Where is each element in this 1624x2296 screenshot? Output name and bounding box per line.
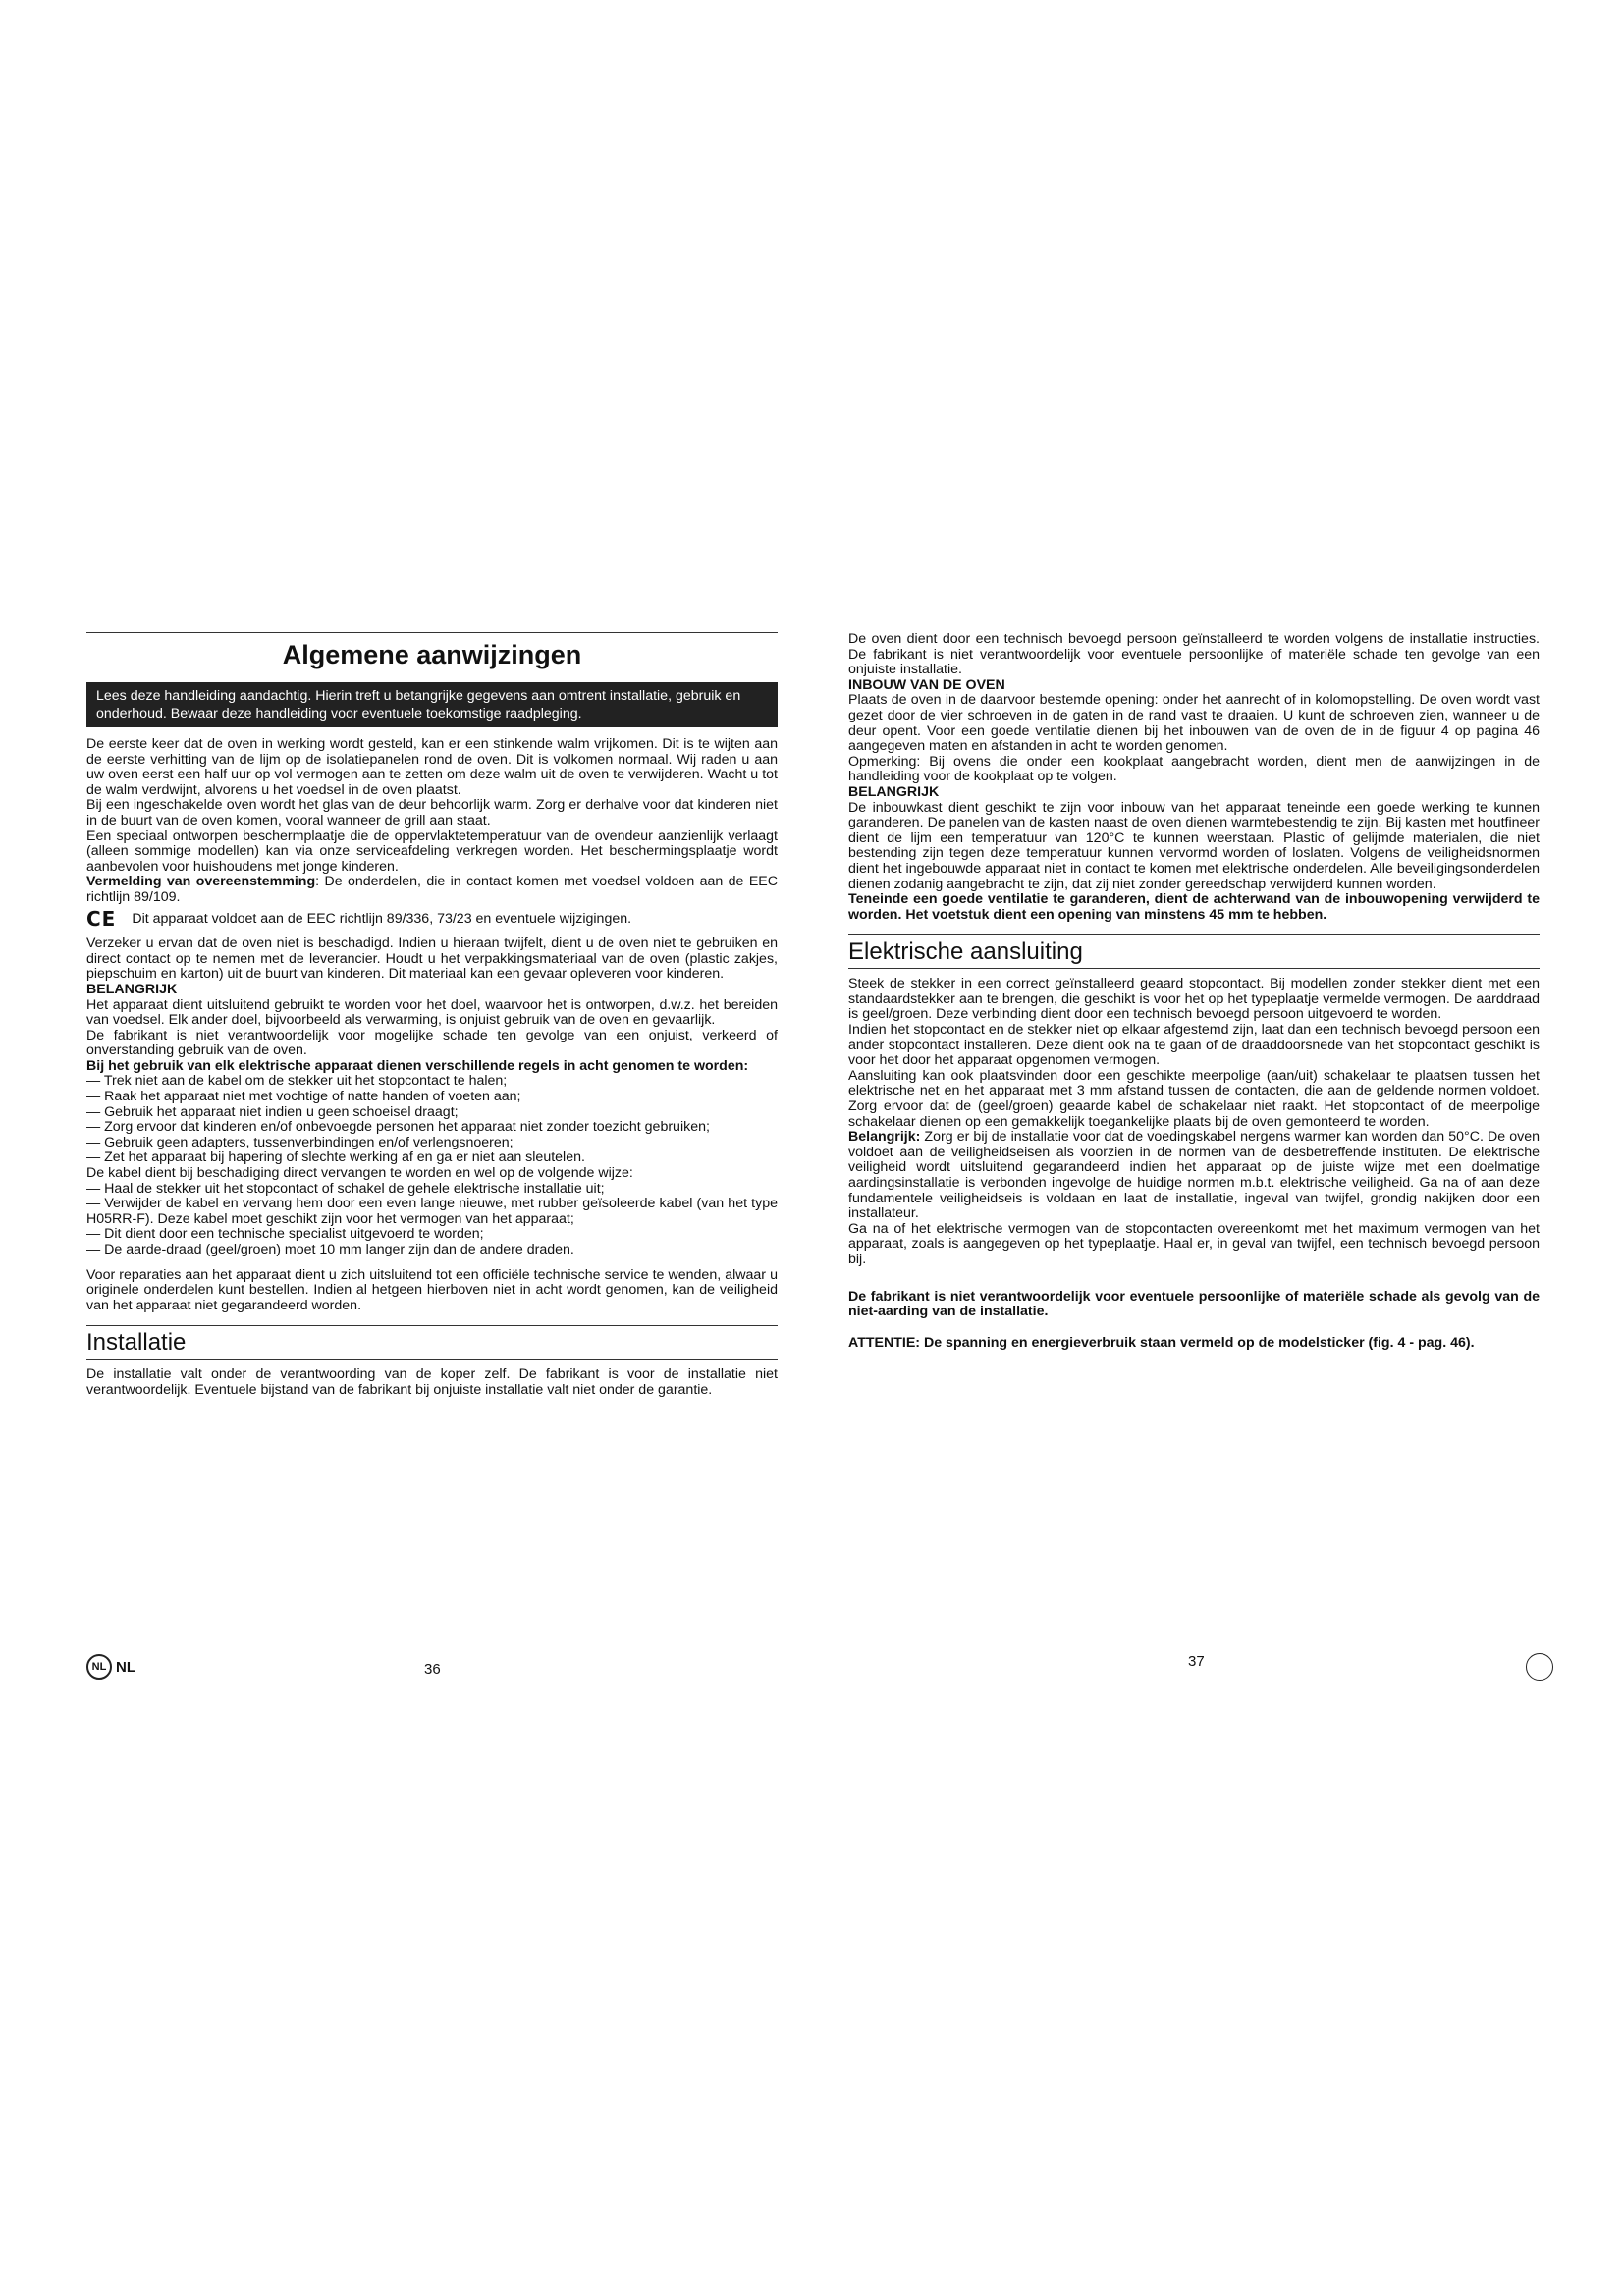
important-paragraph xyxy=(848,1130,1540,1222)
rules-heading: Bij het gebruik van elk elektrische apparaat dienen verschillende regels in acht genomen te worden: xyxy=(86,1057,749,1074)
subheading-inbouw: INBOUW VAN DE OVEN xyxy=(848,676,1005,693)
nl-circle-icon: NL xyxy=(86,1654,112,1680)
section-title-installatie: Installatie xyxy=(86,1325,778,1360)
subheading-belangrijk: BELANGRIJK xyxy=(86,981,178,997)
ce-text: Dit apparaat voldoet aan de EEC richtlijn 89/336, 73/23 en eventuele wijzigingen. xyxy=(132,910,632,927)
paragraph: De inbouwkast dient geschikt te zijn voor inbouw van het apparaat teneinde een goede werking te kunnen garanderen. De panelen van de kasten naast de oven dienen warmtebestendig te zijn. Bij kasten met houtfineer dient de lijm een temperatuur van 120°C te kunnen weerstaan. Plastic of gelijmde materialen, die niet bestending zijn tegen deze temperatuur kunnen vervormd worden of loslaten. Volgens de veiligheidsnormen dient het ingebouwde apparaat niet in contact te komen met elektrische onderdelen. Alle beveiligingsonderdelen dienen zodanig aangebracht te zijn, dat zij niet zonder gereedschap verwijderd kunnen worden. xyxy=(848,799,1540,892)
subheading-belangrijk: BELANGRIJK xyxy=(848,783,940,800)
paragraph: Verzeker u ervan dat de oven niet is beschadigd. Indien u hieraan twijfelt, dient u de oven niet te gebruiken en direct contact op te nemen met de leverancier. Houdt u het verpakkingsmateriaal van de oven (plastic zakjes, piepschuim en karton) uit de buurt van kinderen. Dit materiaal kan een gevaar opleveren voor kinderen. xyxy=(86,935,778,983)
paragraph: De fabrikant is niet verantwoordelijk voor mogelijke schade ten gevolge van een onjuist, verkeerd of onverstanding gebruik van de oven. xyxy=(86,1027,778,1059)
rule-item: — Zet het apparaat bij hapering of slechte werking af en ga er niet aan sleutelen. xyxy=(86,1149,585,1166)
conformity-text: : De onderdelen, die in contact komen met voedsel voldoen aan de EEC richtlijn 89/109. xyxy=(86,874,778,905)
language-code: NL xyxy=(116,1658,135,1676)
page-title: Algemene aanwijzingen xyxy=(282,640,582,669)
paragraph: Een speciaal ontworpen beschermplaatje die de oppervlaktetemperatuur van de ovendeur aanzienlijk verlaagt (alleen sommige modellen) kan via onze serviceafdeling verkregen worden. Het beschermingsplaatje wordt aanbevolen voor huishoudens met jonge kinderen. xyxy=(86,828,778,875)
page-number-right: 37 xyxy=(1188,1653,1205,1670)
ce-statement xyxy=(86,906,778,931)
important-text: Zorg er bij de installatie voor dat de voedingskabel nergens warmer kan worden dan 50°C. De oven voldoet aan de veiligheidseisen als voorzien in de normen van de desbetreffende instituten. De elektrische veiligheid wordt uitsluitend gegarandeerd indien het apparaat op de juiste wijze met een doelmatige aardingsinstallatie is verbonden ingevolge de huidige normen m.b.t. elektrische veiligheid. Ga na of aan deze fundamentele veiligheidseis is voldaan en laat de installatie, ingeval van twijfel, grondig nakijken door een installateur. xyxy=(848,1129,1540,1222)
paragraph: Steek de stekker in een correct geïnstalleerd geaard stopcontact. Bij modellen zonder stekker dient met een standaardstekker aan te brengen, die geschikt is voor het op het typeplaatje vermelde vermogen. De aarddraad is geel/groen. Deze verbinding dient door een technisch bevoegd persoon uitgevoerd te worden. xyxy=(848,976,1540,1023)
important-label: Belangrijk: xyxy=(848,1129,921,1146)
attention-note: ATTENTIE: De spanning en energieverbruik staan vermeld op de modelsticker (fig. 4 - pag. 46). xyxy=(848,1334,1475,1351)
title-block xyxy=(86,632,778,670)
paragraph: Voor reparaties aan het apparaat dient u zich uitsluitend tot een officiële technische service te wenden, alwaar u originele onderdelen kunt bestellen. Indien al hetgeen hierboven niet in acht wordt genomen, kan de veiligheid van het apparaat niet gegarandeerd worden. xyxy=(86,1266,778,1313)
page-number-left: 36 xyxy=(424,1661,441,1678)
language-logo xyxy=(86,1654,135,1680)
paragraph: Bij een ingeschakelde oven wordt het glas van de deur behoorlijk warm. Zorg er derhalve voor dat kinderen niet in de buurt van de oven komen, vooral wanneer de grill aan staat. xyxy=(86,797,778,828)
cable-step: — De aarde-draad (geel/groen) moet 10 mm langer zijn dan de andere draden. xyxy=(86,1242,574,1257)
ventilation-note: Teneinde een goede ventilatie te garanderen, dient de achterwand van de inbouwopening verwijderd te worden. Het voetstuk dient een opening van minstens 45 mm te hebben. xyxy=(848,891,1540,923)
conformity-paragraph xyxy=(86,875,778,905)
paragraph: De eerste keer dat de oven in werking wordt gesteld, kan er een stinkende walm vrijkomen. Dit is te wijten aan de eerste verhitting van de lijm op de isolatiepanelen rond de oven. Dit is volkomen normaal. Wij raden u aan uw oven eerst een half uur op vol vermogen aan te zetten om deze walm uit de oven te verwijderen. Wacht u tot de walm verdwijnt, alvorens u het voedsel in de oven plaatst. xyxy=(86,736,778,798)
paragraph: De installatie valt onder de verantwoording van de koper zelf. De fabrikant is voor de installatie niet verantwoordelijk. Eventuele bijstand van de fabrikant bij onjuiste installatie valt niet onder de garantie. xyxy=(86,1366,778,1398)
left-column xyxy=(86,632,778,1399)
ce-mark-icon: CE xyxy=(86,906,117,931)
rule-item: — Zorg ervoor dat kinderen en/of onbevoegde personen het apparaat niet zonder toezicht gebruiken; xyxy=(86,1119,710,1136)
paragraph: Aansluiting kan ook plaatsvinden door een geschikte meerpolige (aan/uit) schakelaar te plaatsen tussen het elektrische net en het apparaat met 3 mm afstand tussen de contacten, die aan de geldende normen voldoet. Zorg ervoor dat de (geel/groen) geaarde kabel de schakelaar niet raakt. Het stopcontact of de meerpolige schakelaar dienen op een gemakkelijk toegankelijke plaats bij de oven gemonteerd te worden. xyxy=(848,1067,1540,1130)
paragraph: De oven dient door een technisch bevoegd persoon geïnstalleerd te worden volgens de installatie instructies. De fabrikant is niet verantwoordelijk voor eventuele persoonlijke of materiële schade ten gevolge van een onjuiste installatie. xyxy=(848,631,1540,678)
rule-item: — Gebruik geen adapters, tussenverbindingen en/of verlengsnoeren; xyxy=(86,1134,514,1150)
paragraph: Het apparaat dient uitsluitend gebruikt te worden voor het doel, waarvoor het is ontworpen, d.w.z. het bereiden van voedsel. Elk ander doel, bijvoorbeeld als verwarming, is onjuist gebruik van de oven en gevaarlijk. xyxy=(86,996,778,1029)
cable-step: — Haal de stekker uit het stopcontact of schakel de gehele elektrische installatie uit; xyxy=(86,1180,605,1197)
paragraph: Indien het stopcontact en de stekker niet op elkaar afgestemd zijn, laat dan een technisch bevoegd persoon een ander stopcontact installeren. Deze dient ook na te gaan of de draaddoorsnede van het stopcontact geschikt is voor het door het apparaat opgenomen vermogen. xyxy=(848,1022,1540,1069)
cable-step: — Dit dient door een technische specialist uitgevoerd te worden; xyxy=(86,1226,484,1243)
conformity-label: Vermelding van overeenstemming xyxy=(86,874,316,890)
rule-item: — Raak het apparaat niet met vochtige of natte handen of voeten aan; xyxy=(86,1089,521,1105)
rule-item: — Gebruik het apparaat niet indien u geen schoeisel draagt; xyxy=(86,1103,459,1120)
paragraph: Plaats de oven in de daarvoor bestemde opening: onder het aanrecht of in kolomopstelling. De oven wordt vast gezet door de vier schroeven in de gaten in de rand vast te draaien. U kunt de schroeven zien, wanneer u de deur opent. Voor een goede ventilatie dienen bij het inbouwen van de oven de in de figuur 4 op pagina 46 aangegeven maten en afstanden in acht te worden genomen. xyxy=(848,692,1540,755)
empty-circle-icon xyxy=(1526,1653,1553,1681)
cable-step: — Verwijder de kabel en vervang hem door een even lange nieuwe, met rubber geïsoleerde kabel (van het type H05RR-F). Deze kabel moet geschikt zijn voor het vermogen van het apparaat; xyxy=(86,1196,778,1227)
section-title-elektrische: Elektrische aansluiting xyxy=(848,934,1540,969)
paragraph: Opmerking: Bij ovens die onder een kookplaat aangebracht worden, dient men de aanwijzingen in de handleiding voor de kookplaat op te volgen. xyxy=(848,753,1540,785)
rule-item: — Trek niet aan de kabel om de stekker uit het stopcontact te halen; xyxy=(86,1073,508,1090)
paragraph: De kabel dient bij beschadiging direct vervangen te worden en wel op de volgende wijze: xyxy=(86,1165,633,1182)
right-column xyxy=(848,632,1540,1351)
intro-banner: Lees deze handleiding aandachtig. Hierin treft u betangrijke gegevens aan omtrent installatie, gebruik en onderhoud. Bewaar deze handleiding voor eventuele toekomstige raadpleging. xyxy=(86,682,778,727)
paragraph: Ga na of het elektrische vermogen van de stopcontacten overeenkomt met het maximum vermogen van het apparaat, zoals is aangegeven op het typeplaatje. Haal er, in geval van twijfel, een technisch bevoegd persoon bij. xyxy=(848,1220,1540,1267)
liability-note: De fabrikant is niet verantwoordelijk voor eventuele persoonlijke of materiële schade als gevolg van de niet-aarding van de installatie. xyxy=(848,1288,1540,1320)
